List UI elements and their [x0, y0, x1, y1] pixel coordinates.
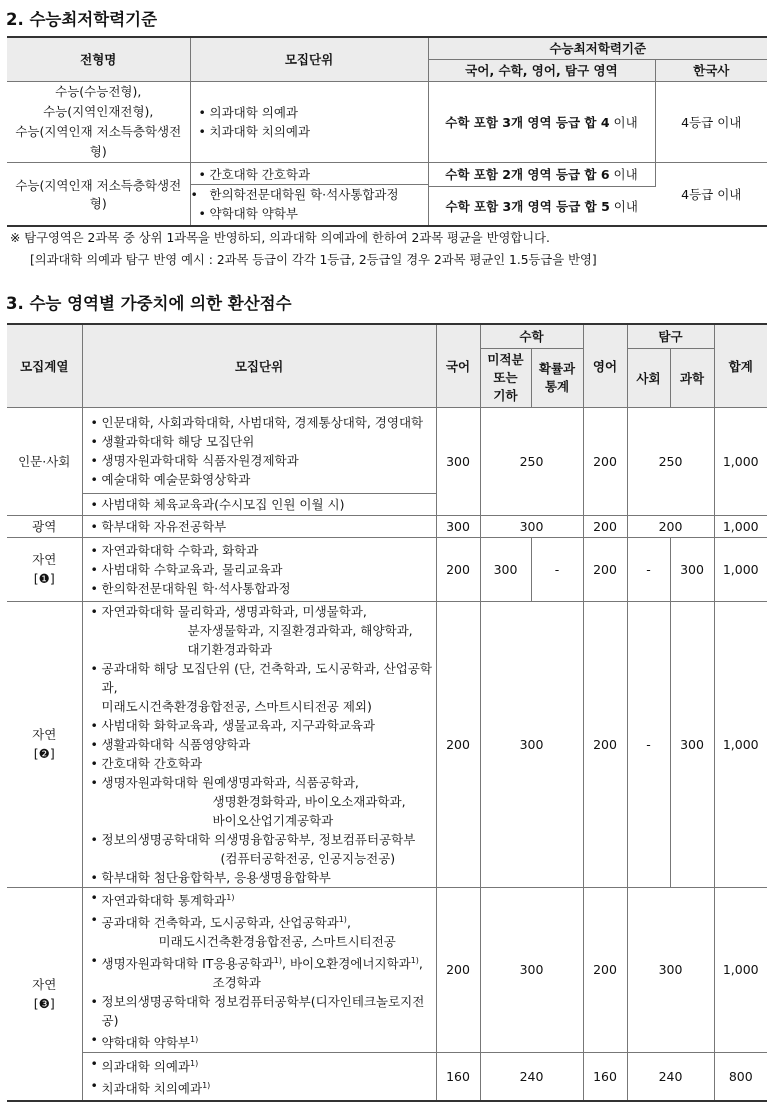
- unit-item: [91, 735, 436, 754]
- criteria-suffix: 이내: [609, 198, 638, 214]
- unit-text: 공과대학 해당 모집단위 (단, 건축학과, 도시공학과, 산업공학과,: [101, 660, 432, 695]
- unit-text: 사범대학 화학교육과, 생물교육과, 지구과학교육과: [101, 717, 375, 733]
- unit-item: [91, 792, 436, 811]
- english-score: 200: [583, 515, 627, 537]
- unit-item: [91, 811, 436, 830]
- admission-type-cell: 수능(지역인재 저소득층학생전형): [7, 162, 190, 226]
- unit-item: [91, 1054, 436, 1076]
- header-field: 모집계열: [7, 324, 82, 407]
- unit-text: 조경학과: [212, 974, 261, 990]
- unit-item: [91, 773, 436, 792]
- criteria-cell: [428, 81, 655, 162]
- unit-item: [91, 602, 436, 621]
- unit-item: [91, 754, 436, 773]
- korean-score: 300: [436, 515, 480, 537]
- unit-item: [91, 910, 436, 932]
- header-stats: [531, 348, 583, 407]
- admission-type-cell: [7, 81, 190, 162]
- unit-text: 약학대학 약학부: [101, 1035, 190, 1051]
- min-standard-table: [7, 36, 767, 227]
- korean-score: 200: [436, 537, 480, 601]
- english-score: 160: [583, 1053, 627, 1101]
- footnote-mark: 1): [410, 955, 419, 965]
- total-score: 800: [714, 1053, 767, 1101]
- unit-cell: [190, 81, 428, 162]
- field-cell: [7, 887, 82, 1101]
- field-label: 자연: [32, 727, 57, 742]
- unit-item: [91, 659, 436, 697]
- unit-item: [91, 1030, 436, 1052]
- unit-item: [91, 697, 436, 716]
- footnote-mark: 1): [226, 892, 235, 902]
- unit-text: 생명자원과학대학 원예생명과학과, 식품공학과,: [101, 774, 359, 790]
- field-label: 자연: [32, 552, 57, 567]
- unit-item: • 치과대학 치의예과: [199, 122, 428, 141]
- section2-title: 2. 수능최저학력기준: [6, 10, 158, 29]
- inquiry-score: 250: [627, 407, 714, 515]
- footnote-mark: 1): [338, 914, 347, 924]
- english-score: 200: [583, 407, 627, 515]
- criteria-cell: [428, 162, 655, 186]
- unit-cell: [82, 537, 436, 601]
- note-example: [의과대학 의예과 탐구 반영 예시 : 2과목 등급이 각각 1등급, 2등급일 경우 2과목 평균인 1.5등급을 반영]: [30, 253, 597, 267]
- criteria-text: 수학 포함 3개 영역 등급 합 5: [445, 198, 610, 214]
- admission-type-line: 수능(지역인재전형),: [43, 103, 154, 119]
- footnote-mark: 1): [273, 955, 282, 965]
- math-score: 300: [480, 601, 583, 887]
- unit-item: [91, 830, 436, 849]
- unit-item: • 한의학전문대학원 학·석사통합과정: [191, 184, 428, 204]
- unit-item: • 간호대학 간호학과: [199, 165, 428, 184]
- science-score: 300: [670, 537, 714, 601]
- field-label: 자연: [32, 976, 57, 992]
- total-score: 1,000: [714, 407, 767, 515]
- unit-list: [83, 888, 436, 1053]
- english-score: 200: [583, 537, 627, 601]
- header-inquiry: 탐구: [627, 324, 714, 348]
- unit-item: • 약학대학 약학부: [199, 204, 428, 223]
- unit-cell: [82, 601, 436, 887]
- field-mark: [❷]: [33, 746, 55, 761]
- field-mark: [❸]: [33, 995, 55, 1011]
- unit-text: ,: [346, 914, 351, 930]
- korean-score: 300: [436, 407, 480, 515]
- social-score: -: [627, 537, 670, 601]
- unit-item: [91, 621, 436, 640]
- math-score: 240: [480, 1053, 583, 1101]
- unit-text: 자연과학대학 통계학과: [101, 892, 227, 908]
- stats-score: -: [531, 537, 583, 601]
- unit-item: • 자연과학대학 수학과, 화학과: [91, 541, 436, 560]
- unit-list: [83, 602, 436, 887]
- science-score: 300: [670, 601, 714, 887]
- criteria-suffix: 이내: [609, 167, 638, 182]
- unit-text: 생명환경화학과, 바이오소재과학과,: [212, 793, 406, 809]
- inquiry-score: 200: [627, 515, 714, 537]
- header-unit: 모집단위: [190, 37, 428, 81]
- header-areas: 국어, 수학, 영어, 탐구 영역: [428, 59, 655, 81]
- total-score: 1,000: [714, 887, 767, 1053]
- unit-cell: [82, 493, 436, 515]
- unit-item: • 인문대학, 사회과학대학, 사범대학, 경제통상대학, 경영대학: [91, 413, 436, 432]
- unit-item: [91, 640, 436, 659]
- footnote-mark: 1): [190, 1034, 199, 1044]
- criteria-suffix: 이내: [609, 114, 638, 130]
- math-score: 300: [480, 515, 583, 537]
- unit-text: 정보의생명공학대학 의생명융합공학부, 정보컴퓨터공학부: [101, 831, 416, 847]
- unit-cell: [82, 515, 436, 537]
- header-total: 합계: [714, 324, 767, 407]
- unit-item: • 한의학전문대학원 학·석사통합과정: [91, 579, 436, 598]
- criteria-text: 수학 포함 3개 영역 등급 합 4: [445, 114, 610, 130]
- unit-item: • 생활과학대학 해당 모집단위: [91, 432, 436, 451]
- total-score: 1,000: [714, 515, 767, 537]
- unit-text: 생명자원과학대학 IT응용공학과: [101, 955, 274, 971]
- history-cell: 4등급 이내: [655, 162, 767, 226]
- header-min-standard: 수능최저학력기준: [428, 37, 767, 59]
- unit-text: 대기환경과학과: [187, 641, 273, 657]
- unit-text: ,: [418, 955, 423, 971]
- english-score: 200: [583, 887, 627, 1053]
- unit-item: • 예술대학 예술문화영상학과: [91, 470, 436, 489]
- header-korean: 국어: [436, 324, 480, 407]
- header-history: 한국사: [655, 59, 767, 81]
- header-admission-type: 전형명: [7, 37, 190, 81]
- weighted-score-table: [7, 323, 767, 1102]
- unit-cell: [82, 887, 436, 1053]
- header-english: 영어: [583, 324, 627, 407]
- unit-item: • 사범대학 수학교육과, 물리교육과: [91, 560, 436, 579]
- header-calc: [480, 348, 531, 407]
- korean-score: 160: [436, 1053, 480, 1101]
- unit-list: [83, 1054, 436, 1098]
- unit-item: [91, 716, 436, 735]
- unit-text: 간호대학 간호학과: [101, 755, 203, 771]
- unit-text: 생활과학대학 식품영양학과: [101, 736, 251, 752]
- total-score: 1,000: [714, 537, 767, 601]
- unit-item: [91, 951, 436, 973]
- header-science: 과학: [670, 348, 714, 407]
- history-cell: 4등급 이내: [655, 81, 767, 162]
- korean-score: 200: [436, 887, 480, 1053]
- unit-text: 미래도시건축환경융합전공, 스마트시티전공 제외): [101, 698, 372, 714]
- footnote-mark: 1): [202, 1081, 211, 1091]
- unit-item: • 의과대학 의예과: [199, 103, 428, 122]
- unit-item: • 사범대학 체육교육과(수시모집 인원 이월 시): [91, 495, 436, 514]
- unit-text: (컴퓨터공학전공, 인공지능전공): [220, 850, 396, 866]
- inquiry-score: 300: [627, 887, 714, 1053]
- unit-item: [91, 932, 436, 951]
- admission-type-line: 수능(수능전형),: [55, 83, 142, 99]
- unit-cell: [82, 407, 436, 493]
- header-stats-label: 확률과 통계: [538, 360, 576, 394]
- header-unit: 모집단위: [82, 324, 436, 407]
- unit-item: [91, 973, 436, 992]
- unit-item: • 학부대학 자유전공학부: [91, 517, 436, 536]
- math-score: 300: [480, 887, 583, 1053]
- unit-item: [91, 849, 436, 868]
- unit-text: 분자생물학과, 지질환경과학과, 해양학과,: [187, 622, 413, 638]
- section3-title: 3. 수능 영역별 가중치에 의한 환산점수: [6, 294, 292, 313]
- header-social: 사회: [627, 348, 670, 407]
- criteria-cell: [428, 186, 655, 226]
- header-math: 수학: [480, 324, 583, 348]
- unit-cell: [82, 1053, 436, 1101]
- unit-text: 공과대학 건축학과, 도시공학과, 산업공학과: [101, 914, 339, 930]
- admission-type-line: 수능(지역인재 저소득층학생전형): [15, 123, 182, 159]
- criteria-text: 수학 포함 2개 영역 등급 합 6: [445, 167, 610, 182]
- unit-item: [91, 992, 436, 1030]
- social-score: -: [627, 601, 670, 887]
- unit-text: 치과대학 치의예과: [101, 1081, 203, 1097]
- unit-text: 미래도시건축환경융합전공, 스마트시티전공: [158, 933, 396, 949]
- inquiry-score: 240: [627, 1053, 714, 1101]
- unit-text: 자연과학대학 물리학과, 생명과학과, 미생물학과,: [101, 603, 367, 619]
- unit-item: [91, 1076, 436, 1098]
- unit-text: 학부대학 첨단융합학부, 응용생명융합학부: [101, 869, 331, 885]
- footnote-mark: 1): [190, 1059, 199, 1069]
- math-score: 250: [480, 407, 583, 515]
- calc-score: 300: [480, 537, 531, 601]
- korean-score: 200: [436, 601, 480, 887]
- note-inquiry: ※ 탐구영역은 2과목 중 상위 1과목을 반영하되, 의과대학 의예과에 한하여 2과목 평균을 반영합니다.: [10, 231, 550, 245]
- unit-text: , 바이오환경에너지학과: [282, 955, 411, 971]
- total-score: 1,000: [714, 601, 767, 887]
- unit-text: 정보의생명공학대학 정보컴퓨터공학부(디자인테크놀로지전공): [101, 993, 425, 1028]
- unit-item: [91, 868, 436, 887]
- unit-item: • 생명자원과학대학 식품자원경제학과: [91, 451, 436, 470]
- unit-text: 바이오산업기계공학과: [212, 812, 334, 828]
- unit-cell: [190, 162, 428, 226]
- field-cell: [7, 601, 82, 887]
- header-calc-label: 미적분 또는 기하: [487, 351, 524, 403]
- field-mark: [❶]: [33, 571, 55, 586]
- unit-text: 의과대학 의예과: [101, 1059, 190, 1075]
- field-cell: 광역: [7, 515, 82, 537]
- field-cell: 인문·사회: [7, 407, 82, 515]
- field-cell: [7, 537, 82, 601]
- english-score: 200: [583, 601, 627, 887]
- unit-item: [91, 888, 436, 910]
